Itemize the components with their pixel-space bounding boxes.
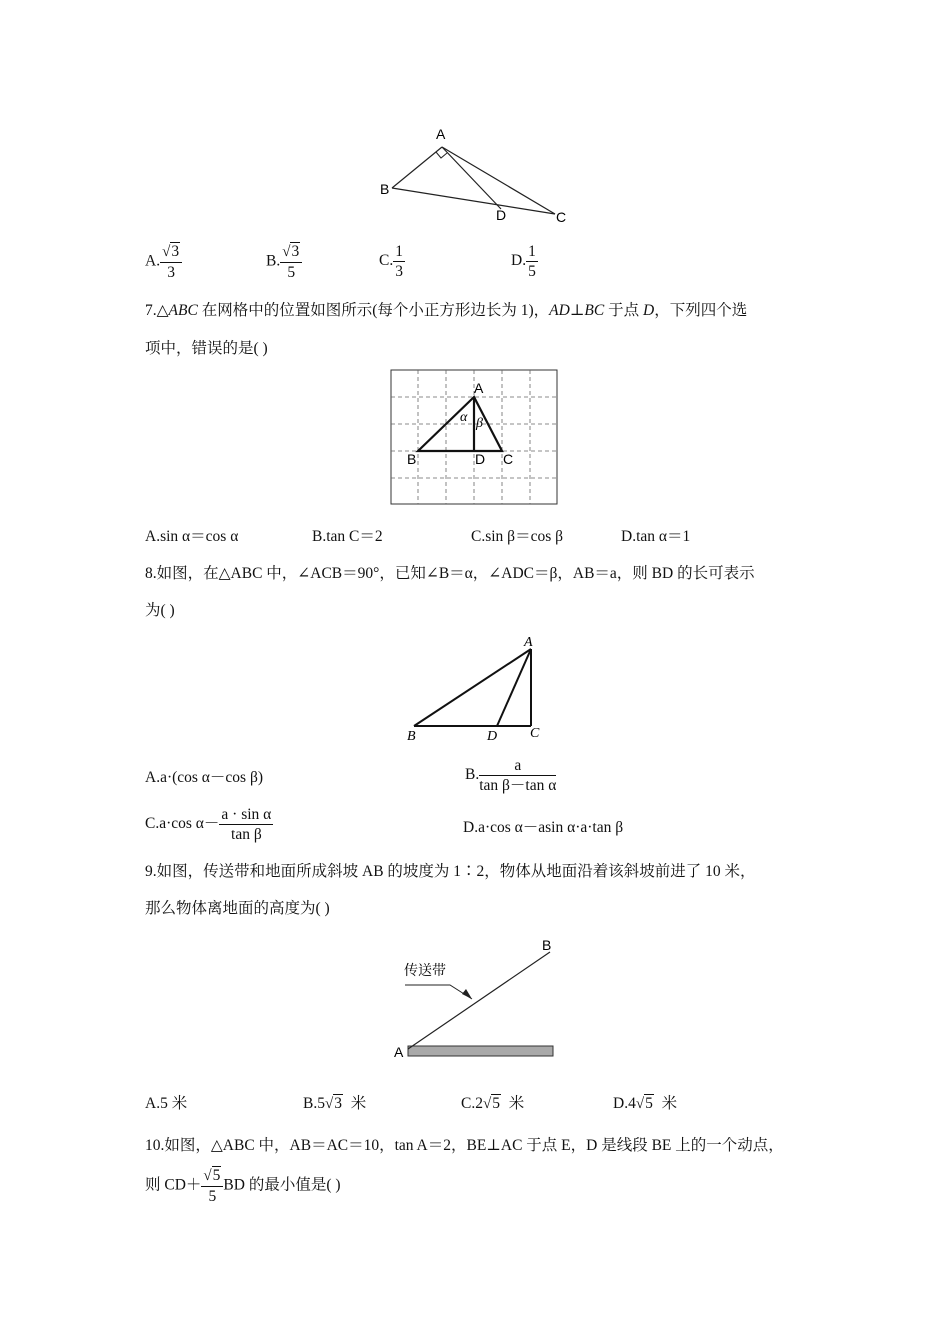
fig8-label-b: B [407, 729, 416, 744]
q10-stem-line1: 10.如图，△ABC 中，AB＝AC＝10，tan A＝2，BE⊥AC 于点 E，D 是线段 BE 上的一个动点， [145, 1137, 784, 1154]
q6-option-b[interactable]: B. $\frac{√3}{5}$ [266, 242, 302, 282]
q8-option-b[interactable]: B. $\frac{a}{\text{tan β－tan α}}$ [465, 757, 557, 794]
q8-option-c[interactable]: C.a·cos α－ $\frac{\text{a · sin α}}{\text{tan β}}$ [145, 806, 272, 843]
q9-stem-line2: 那么物体离地面的高度为( ) [145, 900, 330, 917]
q7-grid-figure [390, 369, 560, 507]
fig7-label-b: B [407, 451, 417, 467]
q7-option-d[interactable]: D.tan α＝1 [621, 528, 691, 545]
fig6-label-a: A [436, 126, 446, 142]
q10-stem-line2: 则 CD＋ $\frac{√5}{5}$ BD 的最小值是( ) [145, 1167, 341, 1205]
q6-figure [370, 120, 580, 230]
fig9-label-belt: 传送带 [404, 962, 446, 978]
fig7-label-a: A [474, 380, 484, 396]
q9-option-c[interactable]: C.2√5 米 [461, 1095, 525, 1112]
q8-stem-line1: 8.如图，在△ABC 中，∠ACB＝90°，已知∠B＝α，∠ADC＝β，AB＝a，则 BD 的长可表示 [145, 565, 755, 582]
fig6-label-d: D [496, 207, 507, 223]
fig8-label-a: A [524, 635, 533, 650]
q9-stem-line1: 9.如图，传送带和地面所成斜坡 AB 的坡度为 1∶2，物体从地面沿着该斜坡前进了 10 米， [145, 863, 756, 880]
q7-option-a[interactable]: A.sin α＝cos α [145, 528, 239, 545]
q8-stem-line2: 为( ) [145, 602, 175, 619]
q8-option-a[interactable]: A.a·(cos α－cos β) [145, 769, 264, 786]
q8-option-d[interactable]: D.a·cos α－asin α·a·tan β [463, 819, 624, 836]
fig7-label-alpha: α [460, 410, 468, 425]
fig9-label-a: A [394, 1044, 404, 1060]
fig9-label-b: B [542, 937, 552, 953]
q9-option-b[interactable]: B.5√3 米 [303, 1095, 367, 1112]
q7-stem-line2: 项中，错误的是( ) [145, 340, 268, 357]
q7-stem-line1: 7.△ABC 在网格中的位置如图所示(每个小正方形边长为 1)，AD⊥BC 于点 D，下列四个选 [145, 302, 748, 319]
fig7-label-beta: β [476, 416, 483, 431]
q8-figure [400, 632, 560, 747]
fig6-label-b: B [380, 181, 390, 197]
q9-option-a[interactable]: A.5 米 [145, 1095, 188, 1112]
q6-option-c[interactable]: C. $\frac{1}{3}$ [379, 243, 403, 280]
q9-option-d[interactable]: D.4√5 米 [613, 1095, 678, 1112]
q9-figure [390, 933, 570, 1063]
q7-option-b[interactable]: B.tan C＝2 [312, 528, 383, 545]
fig6-label-c: C [556, 209, 567, 225]
fig8-label-d: D [487, 729, 498, 744]
fig7-label-d: D [475, 451, 486, 467]
q7-option-c[interactable]: C.sin β＝cos β [471, 528, 563, 545]
q6-option-d[interactable]: D. $\frac{1}{5}$ [511, 243, 536, 280]
q6-option-a[interactable]: A. $\frac{√3}{3}$ [145, 242, 182, 282]
fig7-label-c: C [503, 451, 514, 467]
fig8-label-c: C [530, 726, 540, 741]
